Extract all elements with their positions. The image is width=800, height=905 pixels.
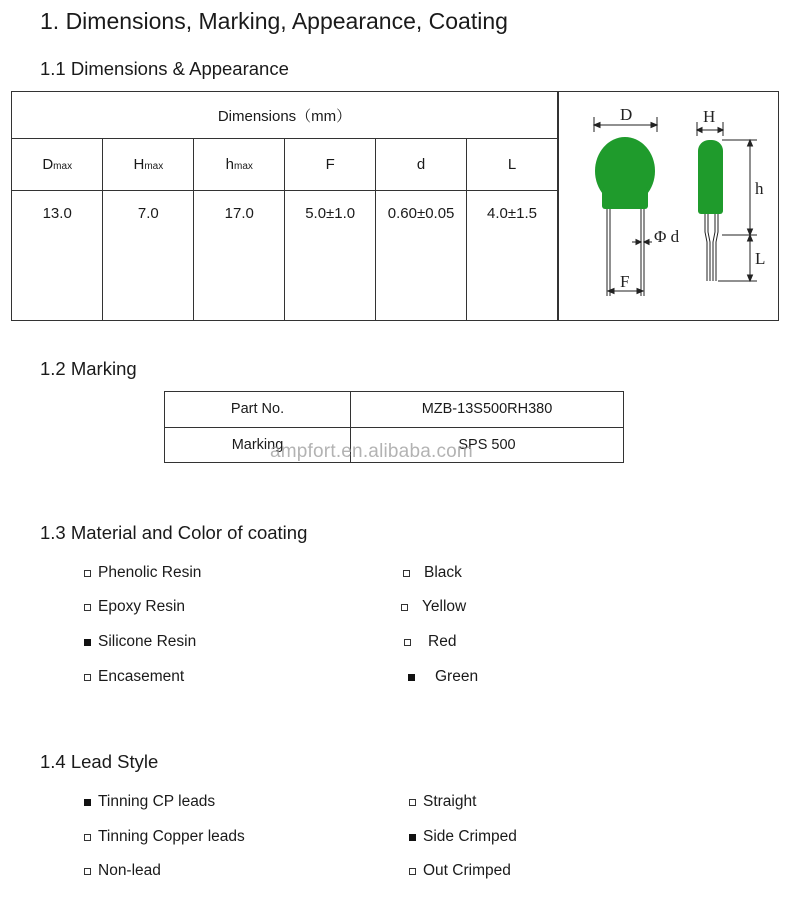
label-d-upper: D bbox=[620, 105, 633, 124]
option-non-lead[interactable]: Non-lead bbox=[84, 862, 161, 880]
label-h-upper: H bbox=[703, 107, 716, 126]
checkbox-icon bbox=[408, 674, 415, 681]
option-straight[interactable]: Straight bbox=[409, 793, 476, 811]
panel-divider bbox=[557, 92, 559, 320]
option-phenolic-resin[interactable]: Phenolic Resin bbox=[84, 564, 201, 582]
label-phi-d: Φ d bbox=[654, 227, 680, 246]
option-tinning-copper-leads[interactable]: Tinning Copper leads bbox=[84, 828, 245, 846]
checkbox-icon bbox=[409, 799, 416, 806]
option-silicone-resin[interactable]: Silicone Resin bbox=[84, 633, 196, 651]
header-dmax: Dmax bbox=[12, 139, 103, 191]
checkbox-icon bbox=[84, 570, 91, 577]
checkbox-icon bbox=[401, 604, 408, 611]
value-hmax-upper: 7.0 bbox=[103, 191, 194, 322]
dimensions-value-row bbox=[12, 191, 558, 322]
header-f: F bbox=[285, 139, 376, 191]
checkbox-icon bbox=[403, 570, 410, 577]
checkbox-icon bbox=[84, 834, 91, 841]
option-side-crimped[interactable]: Side Crimped bbox=[409, 828, 517, 846]
marking-value: SPS 500 bbox=[351, 427, 624, 463]
option-black[interactable]: Black bbox=[403, 564, 462, 582]
label-h-lower: h bbox=[755, 179, 764, 198]
header-hmax-upper: Hmax bbox=[103, 139, 194, 191]
checkbox-icon bbox=[84, 639, 91, 646]
disc-body-front bbox=[595, 137, 655, 209]
lead-section-title: 1.4 Lead Style bbox=[40, 751, 159, 772]
option-red[interactable]: Red bbox=[404, 633, 456, 651]
page-heading: 1. Dimensions, Marking, Appearance, Coating bbox=[40, 8, 508, 34]
checkbox-icon bbox=[84, 868, 91, 875]
dimensions-section-title: 1.1 Dimensions & Appearance bbox=[40, 58, 289, 79]
marking-section-title: 1.2 Marking bbox=[40, 358, 137, 379]
checkbox-icon bbox=[409, 868, 416, 875]
value-dmax: 13.0 bbox=[12, 191, 103, 322]
value-f: 5.0±1.0 bbox=[285, 191, 376, 322]
dimensions-table bbox=[12, 92, 558, 321]
option-epoxy-resin[interactable]: Epoxy Resin bbox=[84, 598, 185, 616]
thermistor-drawing bbox=[572, 92, 777, 318]
checkbox-icon bbox=[404, 639, 411, 646]
header-hmax-lower: hmax bbox=[194, 139, 285, 191]
dimensions-header-row bbox=[12, 139, 558, 191]
dimensions-panel bbox=[11, 91, 779, 321]
value-d: 0.60±0.05 bbox=[376, 191, 467, 322]
watermark-text: ampfort.en.alibaba.com bbox=[270, 441, 473, 462]
part-no-label: Part No. bbox=[165, 392, 351, 428]
part-no-value: MZB-13S500RH380 bbox=[351, 392, 624, 428]
marking-label: Marking bbox=[165, 427, 351, 463]
disc-body-side bbox=[698, 140, 723, 214]
value-hmax-lower: 17.0 bbox=[194, 191, 285, 322]
label-f: F bbox=[620, 272, 630, 291]
checkbox-icon bbox=[84, 604, 91, 611]
option-tinning-cp-leads[interactable]: Tinning CP leads bbox=[84, 793, 215, 811]
header-l: L bbox=[467, 139, 558, 191]
option-encasement[interactable]: Encasement bbox=[84, 668, 184, 686]
dimensions-caption: Dimensions（mm） bbox=[12, 92, 558, 139]
checkbox-icon bbox=[84, 799, 91, 806]
option-green[interactable]: Green bbox=[408, 668, 478, 686]
option-yellow[interactable]: Yellow bbox=[401, 598, 466, 616]
checkbox-icon bbox=[84, 674, 91, 681]
marking-row bbox=[165, 392, 624, 428]
value-l: 4.0±1.5 bbox=[467, 191, 558, 322]
coating-section-title: 1.3 Material and Color of coating bbox=[40, 522, 308, 543]
option-out-crimped[interactable]: Out Crimped bbox=[409, 862, 511, 880]
label-l: L bbox=[755, 249, 766, 268]
header-d: d bbox=[376, 139, 467, 191]
checkbox-icon bbox=[409, 834, 416, 841]
